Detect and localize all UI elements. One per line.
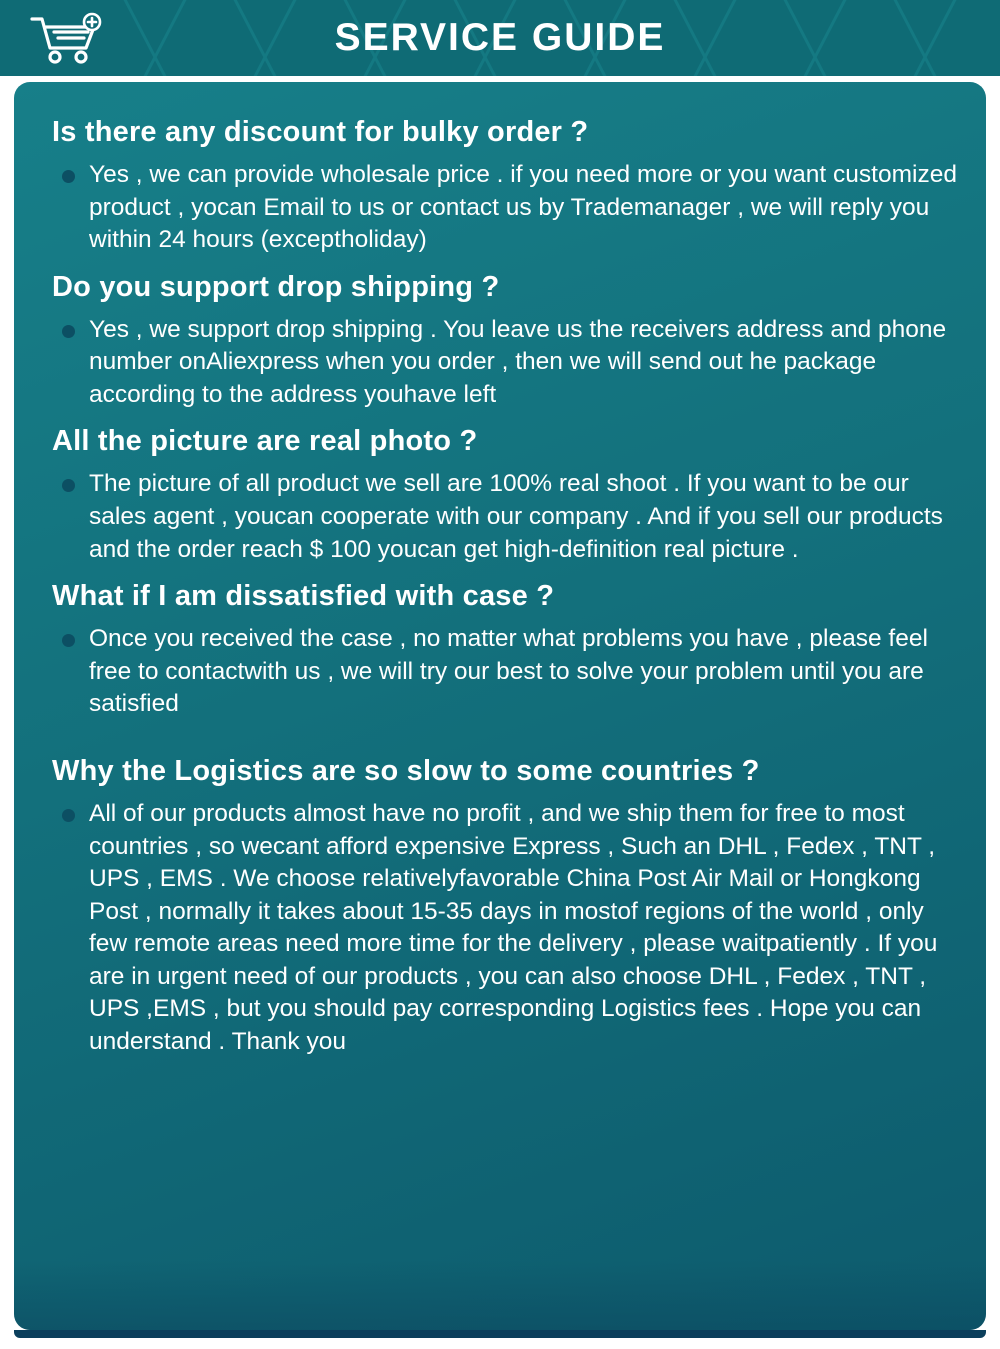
faq-question: Why the Logistics are so slow to some countries ? [52,754,760,787]
faq-question: What if I am dissatisfied with case ? [52,580,555,613]
faq-question: Is there any discount for bulky order ? [52,116,589,148]
footer-bar [14,1330,986,1338]
bullet-icon [62,325,75,338]
faq-item-2 [52,271,962,412]
faq-answer: Once you received the case , no matter what problems you have , please feel free to contactwith us , we will try our best to solve your problem until you are satisfied [89,625,928,718]
faq-item-1 [52,116,962,257]
faq-panel [14,82,986,1330]
bullet-icon [62,809,75,822]
faq-answer-row [52,314,962,412]
bullet-icon [62,170,75,183]
faq-answer-row [52,468,962,566]
faq-answer: Yes , we can provide wholesale price . if you need more or you want customized product , yocan Email to us or contact us by Trademanager , we will reply you within 24 hours (exceptholiday) [89,161,957,254]
faq-item-4 [52,580,962,721]
faq-item-5 [52,755,962,1059]
faq-question: Do you support drop shipping ? [52,270,500,303]
faq-answer-row [52,798,962,1059]
faq-item-3 [52,425,962,566]
faq-answer: The picture of all product we sell are 100% real shoot . If you want to be our sales agent , youcan cooperate with our company . And if you sell our products and the order reach $ 100 youcan get high-definition real picture . [89,470,943,563]
bullet-icon [62,634,75,647]
bullet-icon [62,479,75,492]
faq-answer-row [52,623,962,721]
faq-answer: All of our products almost have no profit , and we ship them for free to most countries , so wecant afford expensive Express , Such an DHL , Fedex , TNT , UPS , EMS . We choose relativelyfavorable China Post Air Mail or Hongkong Post , normally it takes about 15-35 days in mostof regions of the world , only few remote areas need more time for the delivery , please waitpatiently . If you are in urgent need of our products , you can also choose DHL , Fedex , TNT , UPS ,EMS , but you should pay corresponding Logistics fees . Hope you can understand . Thank you [89,799,938,1055]
faq-answer: Yes , we support drop shipping . You leave us the receivers address and phone number onAliexpress when you order , then we will send out he package according to the address youhave left [89,315,947,408]
page-title: SERVICE GUIDE [334,16,666,59]
faq-answer-row [52,159,962,257]
page-header [0,0,1000,76]
faq-question: All the picture are real photo ? [52,425,478,458]
